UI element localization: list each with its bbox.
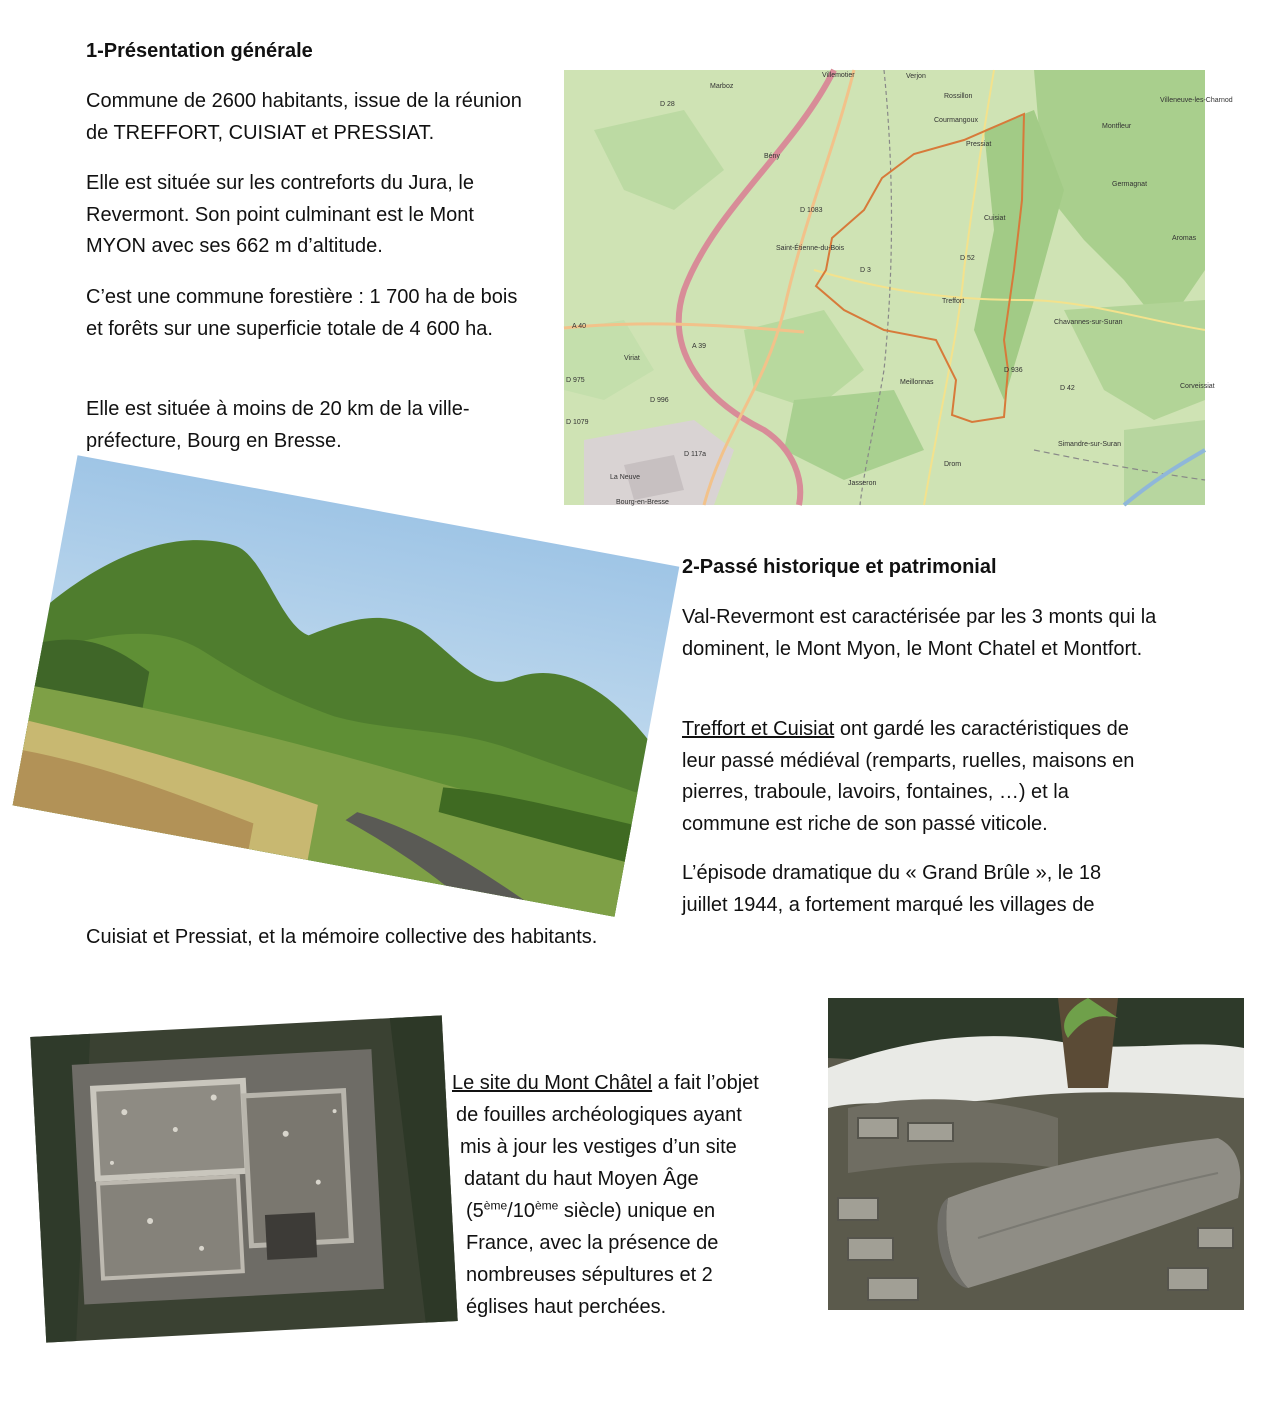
map-label-courmangoux: Courmangoux: [934, 117, 978, 124]
section2-paragraph-2-text: ont gardé les caractéristiques de leur passé médiéval (remparts, ruelles, maisons en pierres, traboule, lavoirs, fontaines, …) et la commune est riche de son passé viticole.: [682, 718, 1135, 835]
map-label-d52: D 52: [960, 255, 975, 262]
section3-line-4: datant du haut Moyen Âge: [464, 1168, 699, 1190]
map-label-rossillon: Rossillon: [944, 93, 973, 100]
map-label-germagnat: Germagnat: [1112, 181, 1148, 188]
section2-paragraph-3-line-1: L’épisode dramatique du « Grand Brûle », le 18: [682, 862, 1102, 884]
section1-heading: 1-Présentation générale: [86, 40, 313, 62]
section3-line-1-text: a fait l’objet: [652, 1072, 759, 1094]
map-label-beny: Bény: [764, 153, 780, 160]
excavation-aerial-photo: [30, 1015, 457, 1342]
section2-paragraph-3-line-3: Cuisiat et Pressiat, et la mémoire collective des habitants.: [86, 926, 598, 948]
section1-paragraph-4: Elle est située à moins de 20 km de la ville-préfecture, Bourg en Bresse.: [86, 398, 470, 452]
map-label-a40: A 40: [572, 323, 587, 330]
century-end: /10: [507, 1200, 535, 1222]
map-label-meillonnas: Meillonnas: [900, 379, 934, 386]
map-label-drom: Drom: [944, 461, 962, 468]
map-label-d996: D 996: [650, 397, 669, 404]
mountains-photo: [13, 455, 680, 917]
commune-map: [564, 70, 1233, 506]
mont-chatel-link[interactable]: Le site du Mont Châtel: [452, 1072, 653, 1094]
treffort-cuisiat-link[interactable]: Treffort et Cuisiat: [682, 718, 835, 740]
map-label-cuisiat: Cuisiat: [984, 215, 1006, 222]
map-label-viriat: Viriat: [624, 355, 640, 362]
map-label-a39: A 39: [692, 343, 707, 350]
map-label-d42: D 42: [1060, 385, 1075, 392]
section3-line-8: églises haut perchées.: [466, 1296, 667, 1318]
map-label-d28: D 28: [660, 101, 675, 108]
map-label-d1083: D 1083: [800, 207, 823, 214]
map-label-aromas: Aromas: [1172, 235, 1197, 242]
section2-paragraph-3-line-2: juillet 1944, a fortement marqué les villages de: [682, 894, 1095, 916]
map-label-pressiat: Pressiat: [966, 141, 992, 148]
map-label-bourg: Bourg-en-Bresse: [616, 499, 669, 506]
section2-paragraph-2: [682, 714, 1162, 840]
map-label-d117a: D 117a: [684, 451, 707, 458]
map-label-villemotier: Villemotier: [822, 72, 855, 79]
superscript-1: ème: [483, 1198, 508, 1213]
map-label-d936: D 936: [1004, 367, 1023, 374]
map-label-corveissiat: Corveissiat: [1180, 383, 1215, 390]
century-suffix: siècle) unique en: [558, 1200, 716, 1222]
superscript-2: ème: [534, 1198, 559, 1213]
section1-paragraph-2: Elle est située sur les contreforts du Jura, le Revermont. Son point culminant est le Mont MYON avec ses 662 m d’altitude.: [86, 172, 474, 257]
map-label-villeneuve: Villeneuve-les-Charnod: [1160, 97, 1233, 104]
map-label-treffort: Treffort: [942, 298, 965, 305]
section3-line-6: France, avec la présence de: [466, 1232, 719, 1254]
map-label-la-neuve: La Neuve: [610, 474, 640, 481]
map-label-marboz: Marboz: [710, 83, 734, 90]
map-label-jasseron: Jasseron: [848, 480, 877, 487]
map-label-d975: D 975: [566, 377, 585, 384]
section3-line-1: [452, 1068, 759, 1100]
section2-paragraph-1: Val-Revermont est caractérisée par les 3 monts qui la dominent, le Mont Myon, le Mont Chatel et Montfort.: [682, 606, 1157, 660]
map-label-verjon: Verjon: [906, 73, 926, 80]
section1-paragraph-1: Commune de 2600 habitants, issue de la réunion de TREFFORT, CUISIAT et PRESSIAT.: [86, 90, 522, 144]
sarcophagus-photo: [828, 998, 1244, 1310]
map-label-saint-etienne: Saint-Étienne-du-Bois: [776, 245, 845, 252]
map-label-d1079: D 1079: [566, 419, 589, 426]
map-label-simandre: Simandre-sur-Suran: [1058, 441, 1122, 448]
section3-line-2: de fouilles archéologiques ayant: [456, 1104, 742, 1126]
section3-line-7: nombreuses sépultures et 2: [466, 1264, 713, 1286]
section3-line-3: mis à jour les vestiges d’un site: [460, 1136, 737, 1158]
section3-line-5: [466, 1196, 715, 1228]
map-label-d3: D 3: [860, 267, 871, 274]
section2-heading: 2-Passé historique et patrimonial: [682, 556, 997, 578]
section1-paragraph-3: C’est une commune forestière : 1 700 ha de bois et forêts sur une superficie totale de 4 600 ha.: [86, 286, 518, 340]
map-label-chavannes: Chavannes-sur-Suran: [1054, 319, 1123, 326]
map-label-montfleur: Montfleur: [1102, 123, 1132, 130]
century-start: (5: [466, 1200, 484, 1222]
